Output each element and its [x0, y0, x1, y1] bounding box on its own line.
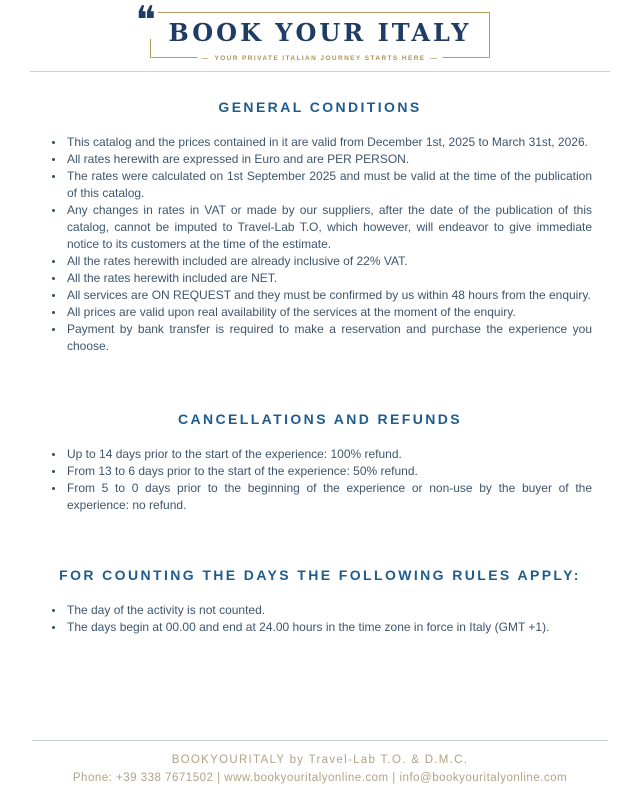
bullet-item: • The days begin at 00.00 and end at 24.00 hours in the time zone in force in Italy (GMT +1). [65, 619, 592, 636]
bullet-item: • This catalog and the prices contained in it are valid from December 1st, 2025 to March 31st, 2026. [65, 134, 592, 151]
bullet-list [50, 602, 592, 636]
brand-logo [135, 0, 491, 62]
section-counting-days-rules [0, 567, 640, 636]
bullet-list [50, 446, 592, 514]
section-heading: GENERAL CONDITIONS [218, 99, 422, 115]
footer-divider [32, 740, 608, 741]
page-header [0, 0, 640, 72]
bullet-item: • Up to 14 days prior to the start of the experience: 100% refund. [65, 446, 592, 463]
bullet-item: • From 5 to 0 days prior to the beginning of the experience or non-use by the buyer of the experience: no refund. [65, 480, 592, 514]
footer-company-line: BOOKYOURITALY by Travel-Lab T.O. & D.M.C. [171, 754, 469, 766]
section-heading: CANCELLATIONS AND REFUNDS [178, 411, 462, 427]
bullet-item: • Payment by bank transfer is required to make a reservation and purchase the experience you choose. [65, 321, 592, 355]
section-general-conditions [0, 99, 640, 355]
logo-tagline: — YOUR PRIVATE ITALIAN JOURNEY STARTS HERE — [198, 55, 443, 62]
bullet-item: • The day of the activity is not counted. [65, 602, 592, 619]
quote-icon: ❝ [135, 0, 156, 42]
bullet-item: • All the rates herewith included are NET. [65, 270, 592, 287]
logo-border-box [150, 12, 491, 58]
bullet-item: • All services are ON REQUEST and they must be confirmed by us within 48 hours from the enquiry. [65, 287, 592, 304]
bullet-item: • From 13 to 6 days prior to the start of the experience: 50% refund. [65, 463, 592, 480]
page-footer [0, 740, 640, 800]
bullet-item: • The rates were calculated on 1st September 2025 and must be valid at the time of the publication of this catalog. [65, 168, 592, 202]
bullet-item: • All rates herewith are expressed in Euro and are PER PERSON. [65, 151, 592, 168]
bullet-item: • Any changes in rates in VAT or made by our suppliers, after the date of the publication of this catalog, cannot be imputed to Travel-Lab T.O, which however, will endeavor to give immediate notice to its customers at the time of the estimate. [65, 202, 592, 253]
document-body [0, 72, 640, 740]
bullet-item: • All prices are valid upon real availability of the services at the moment of the enquiry. [65, 304, 592, 321]
bullet-item: • All the rates herewith included are already inclusive of 22% VAT. [65, 253, 592, 270]
section-heading: FOR COUNTING THE DAYS THE FOLLOWING RULES APPLY: [59, 567, 581, 583]
footer-contact-line: Phone: +39 338 7671502 | www.bookyouritalyonline.com | info@bookyouritalyonline.com [72, 772, 568, 784]
section-cancellations-refunds [0, 411, 640, 514]
logo-title: BOOK YOUR ITALY [168, 18, 472, 47]
bullet-list [50, 134, 592, 355]
